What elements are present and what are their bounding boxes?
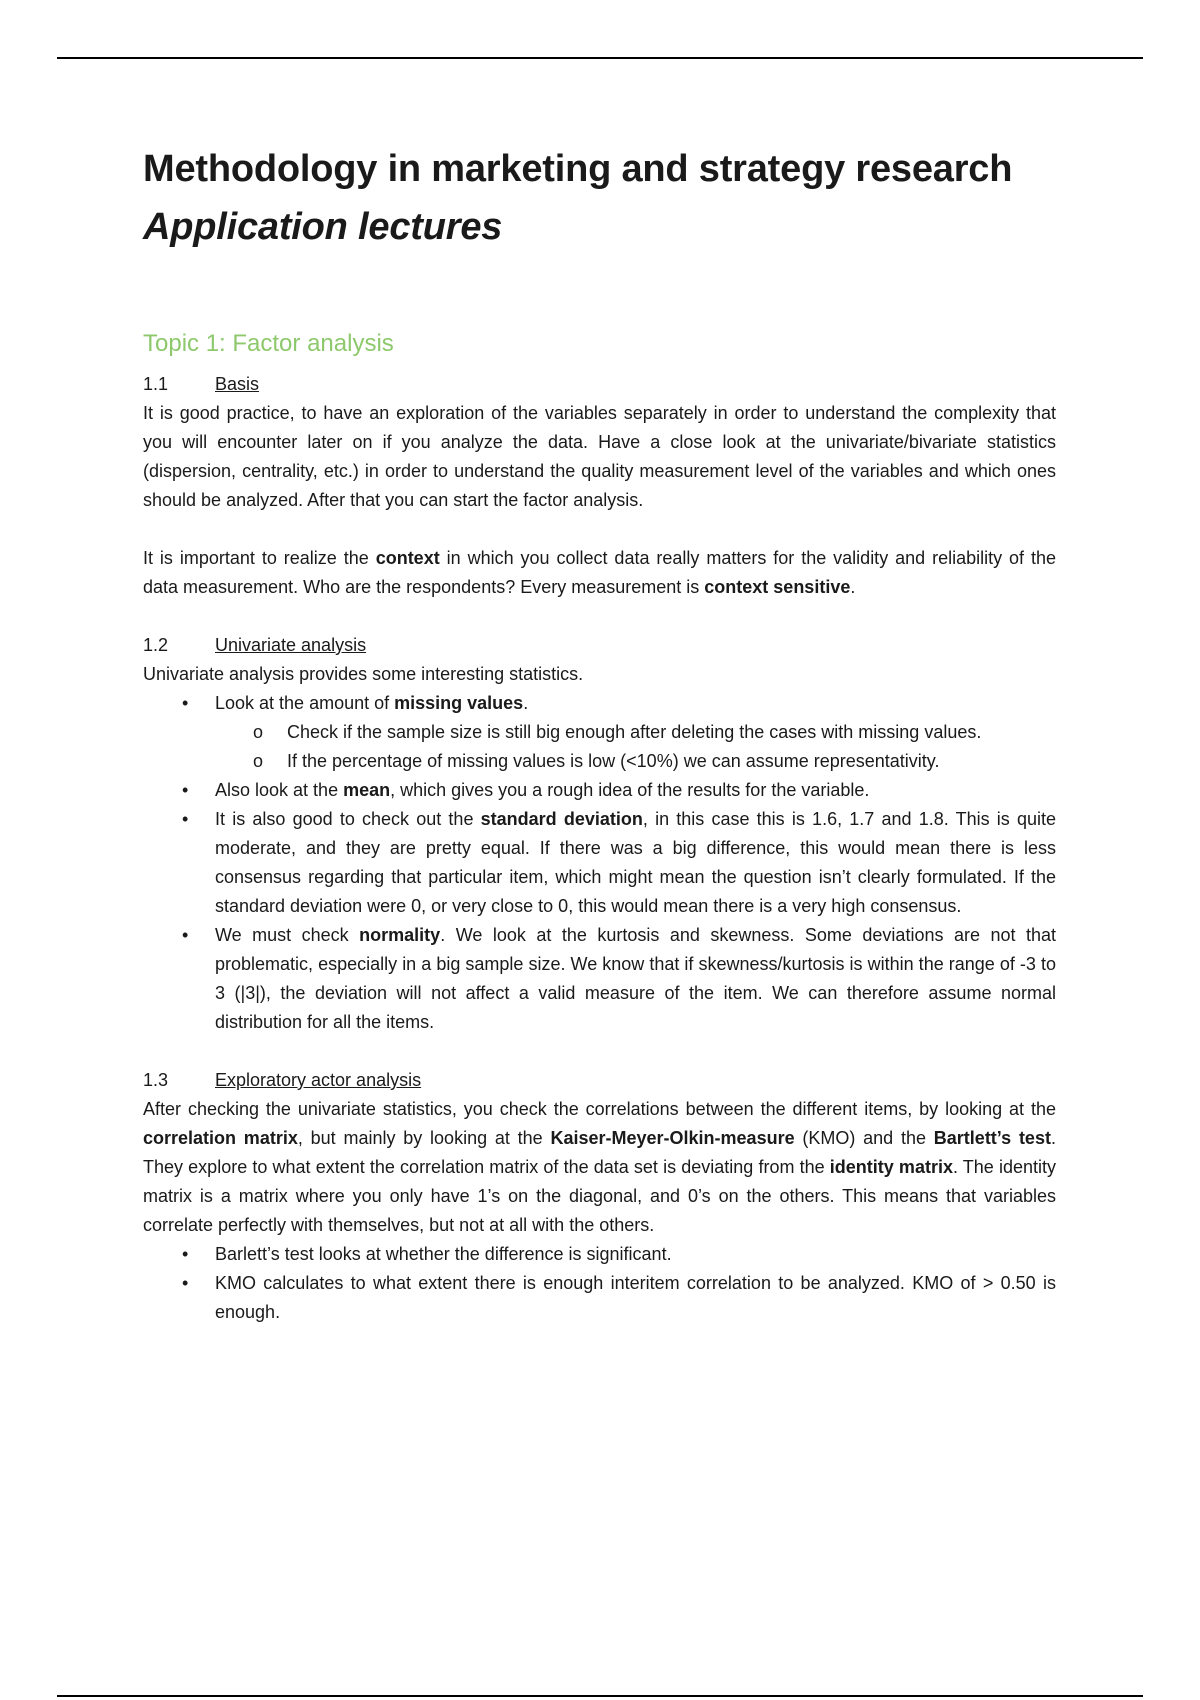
document-title	[143, 140, 1056, 256]
list-item: • KMO calculates to what extent there is enough interitem correlation to be analyzed. KMO of > 0.50 is enough.	[215, 1269, 1056, 1327]
list-item: o Check if the sample size is still big enough after deleting the cases with missing values.	[287, 718, 1056, 747]
section-heading	[143, 631, 1056, 660]
list-item: o If the percentage of missing values is low (<10%) we can assume representativity.	[287, 747, 1056, 776]
topic-heading: Topic 1: Factor analysis	[143, 330, 394, 357]
section-title: Exploratory actor analysis	[215, 1070, 422, 1090]
list-item: • Look at the amount of missing values. o Check if the sample size is still big enough after deleting the cases with missing values. o If the percentage of missing values is low (<10%) we can assume representativity.	[215, 689, 1056, 776]
section-1-1	[143, 370, 1056, 602]
list-item: • It is also good to check out the standard deviation, in this case this is 1.6, 1.7 and 1.8. This is quite moderate, and they are pretty equal. If there was a big difference, this would mean there is less consensus regarding that particular item, which might mean the question isn’t clearly formulated. If the standard deviation were 0, or very close to 0, this would mean there is a very high consensus.	[215, 805, 1056, 921]
list-item: • We must check normality. We look at the kurtosis and skewness. Some deviations are not that problematic, especially in a big sample size. We know that if skewness/kurtosis is within the range of -3 to 3 (|3|), the deviation will not affect a valid measure of the item. We can therefore assume normal distribution for all the items.	[215, 921, 1056, 1037]
list-item: • Also look at the mean, which gives you a rough idea of the results for the variable.	[215, 776, 1056, 805]
document-body	[143, 140, 1056, 1327]
section-heading	[143, 370, 1056, 399]
section-title: Univariate analysis	[215, 635, 367, 655]
top-rule	[57, 57, 1143, 59]
list-item: • Barlett’s test looks at whether the difference is significant.	[215, 1240, 1056, 1269]
sub-list	[215, 718, 1056, 776]
section-number: 1.1	[143, 374, 169, 394]
section-number: 1.3	[143, 1070, 169, 1090]
section-number: 1.2	[143, 635, 169, 655]
section-heading	[143, 1066, 1056, 1095]
paragraph: It is important to realize the context in which you collect data really matters for the validity and reliability of the data measurement. Who are the respondents? Every measurement is context sensitive.	[143, 548, 1056, 597]
bullet-list	[143, 1240, 1056, 1327]
section-1-2	[143, 631, 1056, 1037]
title-sub: Application lectures	[143, 206, 503, 248]
section-title: Basis	[215, 374, 260, 394]
bullet-list	[143, 689, 1056, 1037]
paragraph: It is good practice, to have an exploration of the variables separately in order to understand the complexity that you will encounter later on if you analyze the data. Have a close look at the univariate/bivariate statistics (dispersion, centrality, etc.) in order to understand the quality measurement level of the variables and which ones should be analyzed. After that you can start the factor analysis.	[143, 403, 1056, 510]
bottom-rule	[57, 1695, 1143, 1697]
paragraph: Univariate analysis provides some interesting statistics.	[143, 664, 584, 684]
paragraph: After checking the univariate statistics, you check the correlations between the different items, by looking at the correlation matrix, but mainly by looking at the Kaiser-Meyer-Olkin-measure (KMO) and the Bartlett’s test. They explore to what extent the correlation matrix of the data set is deviating from the identity matrix. The identity matrix is a matrix where you only have 1’s on the diagonal, and 0’s on the others. This means that variables correlate perfectly with themselves, but not at all with the others.	[143, 1099, 1056, 1235]
title-main: Methodology in marketing and strategy research	[143, 148, 1013, 190]
section-1-3	[143, 1066, 1056, 1327]
